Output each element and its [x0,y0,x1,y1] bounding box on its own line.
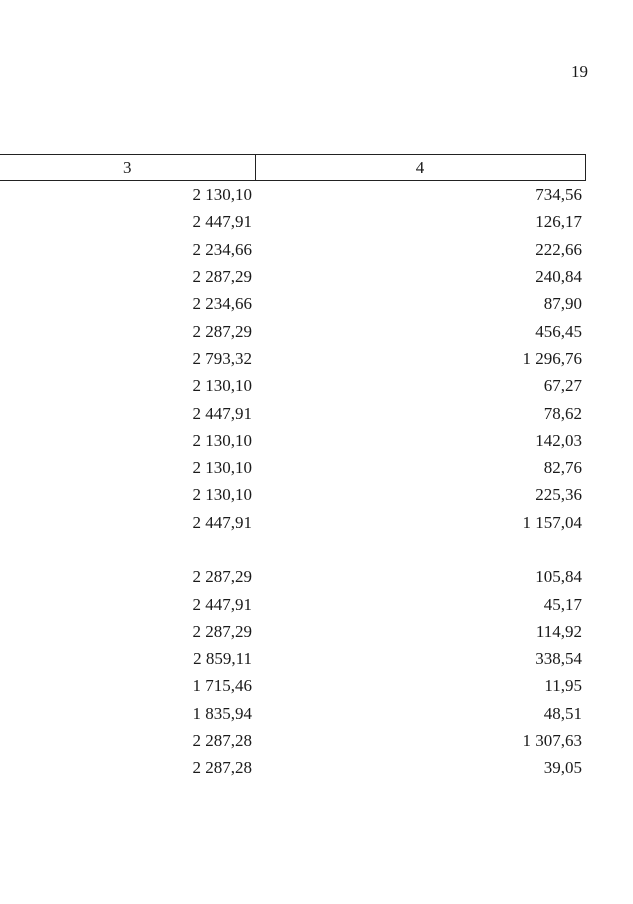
cell-column-3: 2 287,29 [192,567,252,587]
cell-column-4: 48,51 [543,703,582,723]
cell-column-3: 1 715,46 [192,676,252,696]
table-row [0,509,585,536]
cell-column-3: 2 447,91 [192,512,252,532]
table-row [0,672,585,699]
cell-column-4: 222,66 [535,239,582,259]
cell-column-4: 45,17 [543,594,582,614]
cell-column-4: 114,92 [535,621,582,641]
table-row [0,754,585,781]
table-body [0,181,585,782]
cell-column-4: 39,05 [543,758,582,778]
cell-column-4: 1 307,63 [522,731,582,751]
table-row [0,645,585,672]
page-number: 19 [571,62,588,81]
cell-column-3: 2 234,66 [192,239,252,259]
table-row [0,236,585,263]
table-row [0,563,585,590]
cell-column-3: 2 859,11 [193,649,252,669]
table-row [0,727,585,754]
column-header-4: 4 [255,155,585,181]
cell-column-3: 2 287,29 [192,267,252,287]
table-row [0,590,585,617]
cell-column-3: 2 130,10 [192,376,252,396]
cell-column-4: 1 157,04 [522,512,582,532]
cell-column-3: 2 447,91 [192,212,252,232]
table-row [0,481,585,508]
cell-column-4: 105,84 [535,567,582,587]
table-row [0,372,585,399]
cell-column-3: 2 130,10 [192,185,252,205]
table-row [0,536,585,563]
cell-column-4: 78,62 [543,403,582,423]
cell-column-3: 1 835,94 [192,703,252,723]
cell-column-4: 338,54 [535,649,582,669]
cell-column-4: 126,17 [535,212,582,232]
cell-column-3: 2 447,91 [192,403,252,423]
cell-column-3: 2 287,28 [192,731,252,751]
cell-column-4: 67,27 [543,376,582,396]
cell-column-4: 734,56 [535,185,582,205]
cell-column-4: 1 296,76 [522,348,582,368]
cell-column-4: 456,45 [535,321,582,341]
table-row [0,345,585,372]
cell-column-4: 82,76 [543,458,582,478]
cell-column-3 [0,536,255,563]
cell-column-3: 2 287,29 [192,321,252,341]
table-row [0,454,585,481]
table-row [0,317,585,344]
table-row [0,263,585,290]
table-header-row [0,155,585,181]
table-row [0,618,585,645]
table-row [0,427,585,454]
table-row [0,208,585,235]
cell-column-4: 142,03 [535,430,582,450]
cell-column-4: 87,90 [543,294,582,314]
cell-column-3: 2 287,28 [192,758,252,778]
column-header-3: 3 [0,155,255,181]
cell-column-3: 2 793,32 [192,348,252,368]
cell-column-3: 2 130,10 [192,458,252,478]
cell-column-3: 2 287,29 [192,621,252,641]
table-row [0,399,585,426]
cell-column-4: 225,36 [535,485,582,505]
cell-column-3: 2 130,10 [192,430,252,450]
cell-column-4: 11,95 [544,676,582,696]
cell-column-3: 2 234,66 [192,294,252,314]
table-row [0,290,585,317]
data-table-container [0,154,586,782]
cell-column-3: 2 447,91 [192,594,252,614]
table-row [0,181,585,209]
cell-column-4: 240,84 [535,267,582,287]
data-table [0,154,586,782]
cell-column-3: 2 130,10 [192,485,252,505]
cell-column-4 [255,536,585,563]
table-row [0,700,585,727]
